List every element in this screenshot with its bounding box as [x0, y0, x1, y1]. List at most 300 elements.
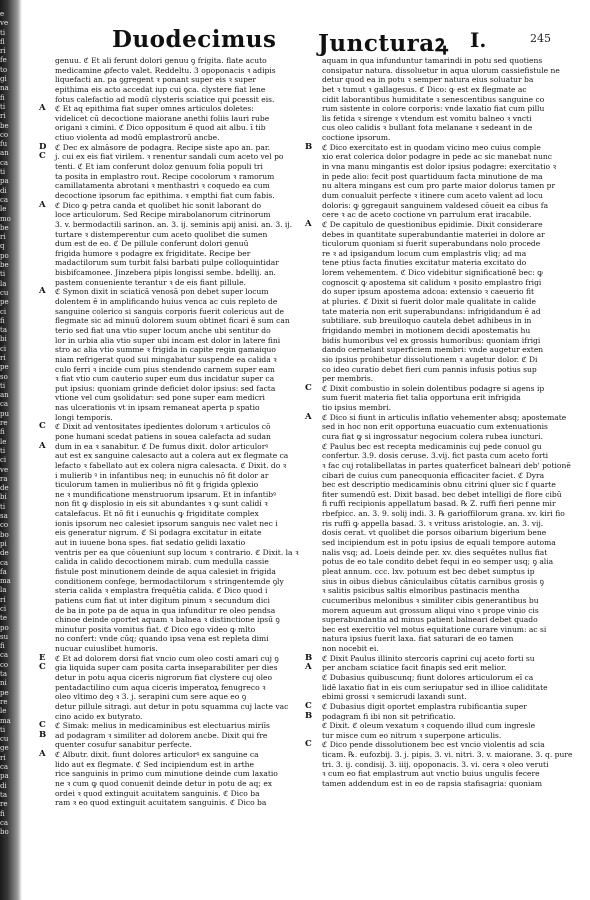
- line-text: ℭ Paulus bec est recepta medicaminis cuj pede conuol gu: [322, 441, 542, 451]
- gutter-line: ti: [0, 381, 6, 390]
- line-text: per membris.: [322, 374, 374, 384]
- gutter-line: re: [0, 419, 8, 428]
- right-text-line: [322, 123, 580, 133]
- right-text-line: [305, 141, 580, 153]
- left-text-line: [55, 471, 307, 481]
- line-text: loce articulorum. Sed Recipe mirabolanorum citrinorum: [55, 210, 271, 220]
- gutter-line: co: [0, 660, 9, 669]
- left-text-line: [55, 162, 307, 172]
- line-text: ne ꝛ mundificatione menstruorum ipsarum. Et in infantibꝰ: [55, 489, 276, 499]
- right-text-line: [322, 374, 580, 384]
- gutter-line: ta: [0, 670, 7, 679]
- line-text: put ipsius: quoniam grinde deficiet dolor ipsius: sed facta: [55, 383, 276, 393]
- page-header: [0, 26, 590, 56]
- gutter-line: be: [0, 261, 9, 270]
- line-text: lidē laxatio fiat in eis cum seriupatur sed in illioe caliditate: [322, 682, 548, 692]
- gutter-line: an: [0, 391, 9, 400]
- left-text-line: [39, 749, 307, 760]
- gutter-line: de: [0, 549, 9, 558]
- margin-letter: C: [39, 662, 46, 673]
- left-text-line: [55, 683, 307, 693]
- line-text: quenter cosufur sanabitur perfecte.: [55, 740, 192, 750]
- left-text-line: [55, 56, 307, 66]
- line-text: dando cernelant superficiem membri: vnde augetur exten: [322, 345, 544, 355]
- gutter-line: re: [0, 697, 8, 706]
- line-text: ℭ Albutr. dixit. fiunt dolores articulorꝰ ex sanguine ca: [55, 750, 259, 760]
- right-text-line: [322, 297, 580, 307]
- running-head-left: Duodecimus: [112, 26, 277, 53]
- line-text: vtione vel cum ꝯsolidatur: sed pone super eam medicri: [55, 393, 265, 403]
- gutter-line: di: [0, 781, 7, 790]
- gutter-line: fi: [0, 316, 5, 325]
- right-text-line: [322, 104, 580, 114]
- gutter-line: ve: [0, 19, 9, 28]
- right-text-line: [322, 480, 580, 490]
- line-text: bec est exercitio vel motus equitatione curare vinum: ac si: [322, 624, 547, 634]
- left-text-line: [55, 249, 307, 259]
- left-text-line: [55, 336, 307, 346]
- left-text-line: [55, 326, 307, 336]
- line-text: cus oleo calidis ꝛ bullant fota melanane ꝛ sedeant in de: [322, 123, 533, 133]
- left-text-line: [55, 577, 307, 587]
- line-text: ℭ Et ad dolorem dorsi fiat vncio cum oleo costi amari cuj ꝯ: [55, 653, 279, 663]
- left-text-line: [55, 365, 307, 375]
- left-text-line: [55, 191, 307, 201]
- left-text-line: [55, 393, 307, 403]
- left-text-line: [55, 606, 307, 616]
- gutter-line: la: [0, 279, 7, 288]
- line-text: ꝛ fiat vtio cum cauterio super eum dus incidatur super ca: [55, 374, 275, 384]
- line-text: ℭ De capitulo de questionibus epidimie. Dixit considerare: [322, 219, 543, 229]
- left-text-line: [55, 133, 307, 143]
- line-text: ta posita in emplastro rout. Recipe cocolorum ꝛ ramorum: [55, 171, 275, 181]
- left-text-line: [55, 268, 307, 278]
- left-text-line: [55, 461, 307, 471]
- right-text-line: [322, 336, 580, 346]
- gutter-line: fi: [0, 428, 5, 437]
- line-text: ebimi grossi ꝛ semicrudi laxandi sunt.: [322, 692, 467, 702]
- line-text: ne ꝛ cum ꝙ quod conuenit deinde detur in potu de aq; ex: [55, 779, 273, 789]
- line-text: ℭ Dec ex almāsore de podagra. Recipe siste apo an. par.: [55, 142, 271, 152]
- left-text-line: [55, 95, 307, 105]
- line-text: ram ꝛ eo quod extinguit acuitatem sanguinis. ℭ Dico ba: [55, 798, 267, 808]
- right-text-line: [322, 326, 580, 336]
- gutter-line: ni: [0, 679, 7, 688]
- left-text-line: [55, 557, 307, 567]
- line-text: nu altera mingans est cum pro parte maior dolorus tamen pr: [322, 181, 556, 191]
- line-text: catalefacus. Et nō fit i eunuchis ꝙ frigiditate complex: [55, 509, 259, 519]
- gutter-line: te: [0, 614, 7, 623]
- gutter-line: pu: [0, 409, 9, 418]
- gutter-line: ri: [0, 353, 6, 362]
- line-text: in vna manu mingantis est dolor ipsius podagre: exercitatio ꝛ: [322, 162, 557, 172]
- right-text-column: [305, 56, 580, 789]
- line-text: ℭ Dixit Paulus illinito stercoris caprini cuj aceto forti su: [322, 653, 535, 663]
- left-text-line: [55, 432, 307, 442]
- line-text: lefacto ꝛ fabellato aut ex colera nigra calesacta. ℭ Dixit. do ꝛ: [55, 460, 287, 470]
- gutter-line: po: [0, 623, 9, 632]
- gutter-line: de: [0, 484, 9, 493]
- gutter-line: cu: [0, 288, 9, 297]
- line-text: bet ꝛ tumut ꝛ gallagesus. ℭ Dico: ꝙ est ex flegmate ac: [322, 84, 527, 94]
- left-text-line: [55, 307, 307, 317]
- right-text-line: [322, 432, 580, 442]
- right-text-line: [322, 557, 580, 567]
- line-text: ꝛ fac cuj rotalibellatas in partes quaterficet balneari deb' potionē: [322, 460, 571, 470]
- gutter-line: re: [0, 800, 8, 809]
- right-text-line: [322, 278, 580, 288]
- gutter-line: pe: [0, 688, 9, 697]
- right-text-line: [322, 230, 580, 240]
- line-text: consipatur natura. dissoluetur in aqua ulorum cassiefistule ne: [322, 65, 560, 75]
- gutter-line: ra: [0, 474, 8, 483]
- left-text-line: [55, 480, 307, 490]
- gutter-line: bi: [0, 493, 7, 502]
- right-text-line: [322, 625, 580, 635]
- left-text-line: [39, 141, 307, 153]
- line-text: ℭ Dixit combustio in solein dolentibus podagre si agens ip: [322, 383, 545, 393]
- right-text-line: [305, 710, 580, 722]
- right-text-line: [322, 606, 580, 616]
- line-text: sio ipsius prohibetur dissolutionem ꝛ augetur dolor. ℭ Di: [322, 354, 538, 364]
- left-text-line: [39, 286, 307, 297]
- line-text: tri. 3. ij. condisij. 3. iiij. opoponacis. 3. vi. cera ꝛ oleo veruti: [322, 759, 549, 769]
- right-text-line: [322, 307, 580, 317]
- gutter-line: gi: [0, 75, 7, 84]
- left-text-line: [55, 220, 307, 230]
- left-text-line: [55, 769, 307, 779]
- line-text: ꝛ salitis psicibus saltis elmoribus pastinacis mentha: [322, 586, 520, 596]
- left-text-line: [55, 278, 307, 288]
- margin-letter: C: [305, 382, 312, 393]
- margin-letter: A: [39, 199, 46, 210]
- line-text: pleat annum. ccc. lxv. potuum est bec debet sumptus ip: [322, 566, 535, 576]
- right-text-line: [322, 538, 580, 548]
- right-text-line: [322, 95, 580, 105]
- right-text-line: [322, 345, 580, 355]
- right-text-line: [322, 239, 580, 249]
- left-text-line: [55, 374, 307, 384]
- left-text-line: [55, 258, 307, 268]
- line-text: gia liquida super cam posita carta inseparabiliter per dies: [55, 663, 278, 673]
- right-text-line: [322, 316, 580, 326]
- gutter-line: bi: [0, 335, 7, 344]
- line-text: natura ipsius fuerit laxa. fiat saturari de eo tamen: [322, 634, 514, 644]
- line-text: detur pillule sitragi. aut detur in potu squamma cuj lacte vac: [55, 701, 289, 711]
- gutter-line: to: [0, 65, 8, 74]
- line-text: culo ferri ꝛ incide cum pius stendendo carnem super eam: [55, 364, 275, 374]
- line-text: ris ruffi ꝙ appella basad. 3. ꝛ vrituss aristologie. an. 3. vij.: [322, 518, 544, 528]
- left-text-line: [55, 230, 307, 240]
- gutter-line: pe: [0, 363, 9, 372]
- line-text: aut in iuuene bona spes. fiat sedatio gelidi laxatio: [55, 538, 246, 548]
- gutter-line: ti: [0, 502, 6, 511]
- right-text-line: [322, 210, 580, 220]
- gutter-line: ma: [0, 577, 11, 586]
- line-text: ad podagram ꝛ similiter ad dolorem ancbe. Dixit qui fre: [55, 730, 268, 740]
- gutter-line: fe: [0, 56, 7, 65]
- gutter-line: di: [0, 186, 7, 195]
- gutter-line: ca: [0, 651, 9, 660]
- left-text-line: [55, 316, 307, 326]
- left-text-line: [55, 403, 307, 413]
- line-text: camillatamenta abrotani ꝛ menthastri ꝛ coquedo ea cum: [55, 181, 270, 191]
- line-text: minutur posita vomitus fiat. ℭ Dico ego video ꝙ mlto: [55, 624, 256, 634]
- gutter-line: ca: [0, 818, 9, 827]
- gutter-line: ca: [0, 763, 9, 772]
- right-text-line: [322, 499, 580, 509]
- gutter-line: fi: [0, 642, 5, 651]
- left-text-line: [55, 596, 307, 606]
- gutter-line: bo: [0, 828, 9, 837]
- gutter-line: ma: [0, 716, 11, 725]
- left-text-line: [55, 297, 307, 307]
- line-text: cognoscit ꝙ apostema sit calidum ꝛ posito emplastro frigi: [322, 277, 542, 287]
- gutter-line: le: [0, 437, 7, 446]
- right-text-line: [322, 181, 580, 191]
- margin-letter: B: [305, 710, 313, 721]
- line-text: morem aqueum aut grossum aliqui vino ꝛ prope vinio cis: [322, 605, 539, 615]
- line-text: dum conualuit perfecte ꝛ itinere cum aceto valent ad locu: [322, 190, 543, 200]
- line-text: per ancbam sciatice facit finapis sed erit melior.: [322, 663, 507, 673]
- gutter-line: ge: [0, 744, 9, 753]
- right-text-line: [322, 596, 580, 606]
- right-text-line: [322, 451, 580, 461]
- gutter-line: co: [0, 130, 9, 139]
- right-text-line: [322, 172, 580, 182]
- right-text-line: [305, 411, 580, 423]
- left-text-line: [55, 673, 307, 683]
- left-text-line: [55, 384, 307, 394]
- right-text-line: [322, 403, 580, 413]
- line-text: epithima eis acto accedat iup cui ꝯca. clystere fiat lene: [55, 84, 266, 94]
- line-text: eis generatur nigrum. ℭ Si podagra excitatur in eitate: [55, 528, 262, 538]
- left-text-line: [55, 692, 307, 702]
- right-text-line: [322, 133, 580, 143]
- line-text: frigida humore ꝛ podagre ex frigiditate. Recipe ber: [55, 248, 251, 258]
- right-text-line: [322, 769, 580, 779]
- line-text: coctione ipsorum.: [322, 133, 391, 143]
- gutter-line: na: [0, 84, 9, 93]
- gutter-line: ri: [0, 112, 6, 121]
- line-text: tamen addendum est in eo de rapsia stafisagria: quoniam: [322, 779, 543, 789]
- line-text: confertur. 3.9. dosis ceruse. 3.vij. fict pasta cum aceto forti: [322, 451, 549, 461]
- margin-letter: A: [39, 103, 46, 114]
- left-text-line: [55, 634, 307, 644]
- right-text-line: [322, 355, 580, 365]
- gutter-line: be: [0, 121, 9, 130]
- gutter-line: cu: [0, 735, 9, 744]
- line-text: ℭ Simak: melius in medicaminibus est electuarius miriīs: [55, 721, 270, 731]
- right-text-line: [322, 201, 580, 211]
- left-text-line: [55, 509, 307, 519]
- line-text: pentadactilino cum aqua ciceris imperatoꝝ fenugreco ꝛ: [55, 682, 266, 692]
- gutter-line: ve: [0, 465, 9, 474]
- right-text-line: [305, 662, 580, 673]
- line-text: ordei ꝛ quod extinguit acuitatem sanguinis. ℭ Dico ba: [55, 788, 260, 798]
- gutter-line: fi: [0, 809, 5, 818]
- line-text: podagram fi ibi non sit petrificatio.: [322, 711, 456, 721]
- margin-letter: A: [39, 440, 46, 451]
- line-text: non nocebit ei.: [322, 644, 379, 654]
- line-text: dum est de eo. ℭ De pillule conferunt dolori genuū: [55, 239, 249, 249]
- line-text: stro ac alia vtio summe ꝛ frigida in capite regin gamaiquo: [55, 345, 276, 355]
- gutter-line: ti: [0, 28, 6, 37]
- right-text-line: [322, 162, 580, 172]
- gutter-line: po: [0, 251, 9, 260]
- gutter-line: fu: [0, 140, 8, 149]
- line-text: cibari de cuius cum panecquonia efficaciter faciet. ℭ Dyra: [322, 470, 545, 480]
- left-text-line: [39, 652, 307, 664]
- left-text-line: [55, 519, 307, 529]
- line-text: ℭ Dubasius digit oportet emplastra rubificantia super: [322, 701, 527, 711]
- line-text: ventris per ea que cōueniunt sup locum ꝛ contrario. ℭ Dixit. la ꝛ: [55, 547, 299, 557]
- gutter-line: su: [0, 632, 9, 641]
- margin-letter: C: [305, 739, 312, 750]
- left-text-line: [55, 114, 307, 124]
- left-text-line: [39, 440, 307, 452]
- line-text: sed in hoc non erit opportuna euacuatio cum extenuationis: [322, 422, 548, 432]
- right-text-line: [322, 114, 580, 124]
- gutter-line: fi: [0, 93, 5, 102]
- line-text: at pluries. ℭ Dixit si fuerit dolor male qualitate in calide: [322, 297, 536, 307]
- line-text: sius in oibus diebus cāniculaibus cūtatis carnibus grosis ꝯ: [322, 576, 544, 586]
- line-text: ℭ Symon dixit in sciaticā venosā pon debet super locum: [55, 287, 269, 297]
- line-text: origani ꝛ cimini. ℭ Dico oppositum ē quod ait albu. ī tib: [55, 123, 266, 133]
- right-text-line: [322, 268, 580, 278]
- gutter-line: ca: [0, 558, 9, 567]
- left-text-line: [55, 760, 307, 770]
- right-text-line: [322, 760, 580, 770]
- line-text: calida in calido decoctionem mirab. cum medulla cassie: [55, 557, 269, 567]
- line-text: tate materia non erit superabundans: infrigidandum ē ad: [322, 306, 541, 316]
- gutter-line: pe: [0, 298, 9, 307]
- line-text: steria calida ꝛ emplastra frequētia calida. ℭ Dico quod i: [55, 586, 268, 596]
- left-text-line: [55, 85, 307, 95]
- margin-letter: B: [305, 652, 313, 663]
- margin-letter: A: [305, 662, 312, 673]
- gutter-line: ci: [0, 344, 7, 353]
- line-text: longi temporis.: [55, 412, 113, 422]
- line-text: patiens cum fiat ut inter digitum pinum ꝛ secundum dici: [55, 595, 270, 605]
- line-text: lis fetida ꝛ sirenge ꝛ vtendum est vomitu balneo ꝛ vncti: [322, 113, 532, 123]
- gutter-line: co: [0, 521, 9, 530]
- line-text: doloris: ꝙ ꝯgregauit sanguinem valdesed cōueit ea cibus fa: [322, 200, 549, 210]
- left-text-line: [55, 413, 307, 423]
- left-text-line: [55, 586, 307, 596]
- right-text-line: [322, 721, 580, 731]
- line-text: bec est descriptio medicaminis obnu citrini qluer sic f quarte: [322, 480, 556, 490]
- gutter-line: ri: [0, 233, 6, 242]
- gutter-line: ti: [0, 168, 6, 177]
- line-text: cidit laborantibus humiditate ꝛ senescentibus sanguine co: [322, 94, 545, 104]
- right-text-line: [322, 731, 580, 741]
- gutter-line: ta: [0, 790, 7, 799]
- left-text-line: [55, 779, 307, 789]
- line-text: pone humani scedat patiens in souea calefacta ad sudan: [55, 431, 271, 441]
- gutter-line: ti: [0, 446, 6, 455]
- line-text: debes in quantitate superabundantie materiei in dolore ar: [322, 229, 545, 239]
- section-numeral: I.: [470, 28, 487, 52]
- left-text-line: [55, 451, 307, 461]
- line-text: flegmate sic ad minuū dolorem suum obtinet ficari ē sum can: [55, 316, 290, 326]
- line-text: dosis cerat. vt quolibet die porsos oibarium bigerium bene: [322, 528, 547, 538]
- gutter-line: ri: [0, 753, 6, 762]
- left-text-line: [55, 702, 307, 712]
- left-text-line: [39, 720, 307, 731]
- right-text-line: [322, 471, 580, 481]
- left-text-line: [39, 103, 307, 114]
- line-text: nas ulcerationis vt in ipsam remaneat aperta p spatio: [55, 403, 260, 413]
- line-text: ℭ Et aq epithima fiat super omnes articulos doletes:: [55, 104, 254, 114]
- left-text-line: [55, 625, 307, 635]
- line-text: ℭ Dixit ad ventositates ipedientes dolorum ꝛ articulos cō: [55, 422, 271, 432]
- line-text: ticulorum quoniam si fuerit superabundans nolo procede: [322, 239, 541, 249]
- right-text-line: [322, 249, 580, 259]
- right-text-line: [305, 739, 580, 750]
- right-text-line: [322, 66, 580, 76]
- line-text: co ideo curatio debet fieri cum pannis infusis potius sup: [322, 364, 537, 374]
- folio-number: 245: [530, 32, 551, 45]
- gutter-line: ti: [0, 102, 6, 111]
- margin-letter: B: [39, 729, 47, 740]
- gutter-line: ci: [0, 456, 7, 465]
- right-text-line: [322, 615, 580, 625]
- gutter-line: la: [0, 586, 7, 595]
- line-text: bisbifcamonee. Jinzebera pipis longissi sembe. bdellij. an.: [55, 268, 276, 278]
- margin-letter: E: [39, 652, 46, 663]
- line-text: fi ruffi recipionis appellatum basad. ℞ Z. ruffi fieri penne mir: [322, 499, 556, 509]
- left-text-line: [55, 210, 307, 220]
- right-text-line: [322, 692, 580, 702]
- right-text-line: [322, 750, 580, 760]
- left-text-line: [55, 789, 307, 799]
- line-text: rice sanguinis in primo cum minutione deinde cum laxatio: [55, 769, 278, 779]
- line-text: tene ptius facta finuties excitatur materia excitato do: [322, 258, 527, 268]
- line-text: sanguine colerico si sanguis corporis fuerit colericus aut de: [55, 306, 284, 316]
- gutter-line: an: [0, 149, 9, 158]
- margin-letter: A: [39, 749, 46, 760]
- line-text: xio erat colerica dolor podagre in pede ac sic manebat nunc: [322, 152, 553, 162]
- gutter-line: ti: [0, 270, 6, 279]
- line-text: tur misce cum eo nitrum ꝛ superpone articulis.: [322, 730, 502, 740]
- line-text: do super ipsum apostema adcoa: extensio ꝛ caeuerio fit: [322, 287, 535, 297]
- line-text: detur quod ea in potu ꝛ semper natura eius soluatur ba: [322, 75, 534, 85]
- line-text: rum sistente in colore corporis: vnde laxatio fiat cum pillu: [322, 104, 545, 114]
- line-text: ticulorum tamen in mulieribus nō fit ꝯ frigida ꝯplexio: [55, 480, 259, 490]
- line-text: re ꝛ ad ipsigandum locum cum emplastris vliq; ad ma: [322, 248, 527, 258]
- line-text: liquefacti an. pa ꝯgregent ꝛ ponant super eis ꝛ super: [55, 75, 256, 85]
- line-text: nucuar cuiuslibet humoris.: [55, 644, 158, 654]
- right-text-line: [322, 287, 580, 297]
- line-text: tenti. ℭ Et iam conferunt doloz genuum folia populi tri: [55, 162, 263, 172]
- left-text-line: [55, 172, 307, 182]
- left-text-line: [39, 729, 307, 741]
- right-text-line: [322, 191, 580, 201]
- gutter-line: fa: [0, 567, 7, 576]
- margin-letter: C: [305, 700, 312, 711]
- right-text-line: [322, 528, 580, 538]
- left-text-line: [55, 740, 307, 750]
- left-text-line: [55, 538, 307, 548]
- line-text: aquam in qua infunduntur tamarindi in potu sed quotiens: [322, 56, 543, 65]
- line-text: in pede alio: fecit post quartiduum facta minutione de ma: [322, 171, 543, 181]
- line-text: cino acido ex butyrato.: [55, 711, 143, 721]
- line-text: fiter sumendū est. Dixit basad. bec debet intelligi de flore cibū: [322, 489, 562, 499]
- line-text: bidis humoribus vel ex grossis humoribus: quoniam ifrigi: [322, 335, 541, 345]
- gutter-line: ci: [0, 307, 7, 316]
- line-text: superabundantia ad minus patient balneari debet quado: [322, 615, 538, 625]
